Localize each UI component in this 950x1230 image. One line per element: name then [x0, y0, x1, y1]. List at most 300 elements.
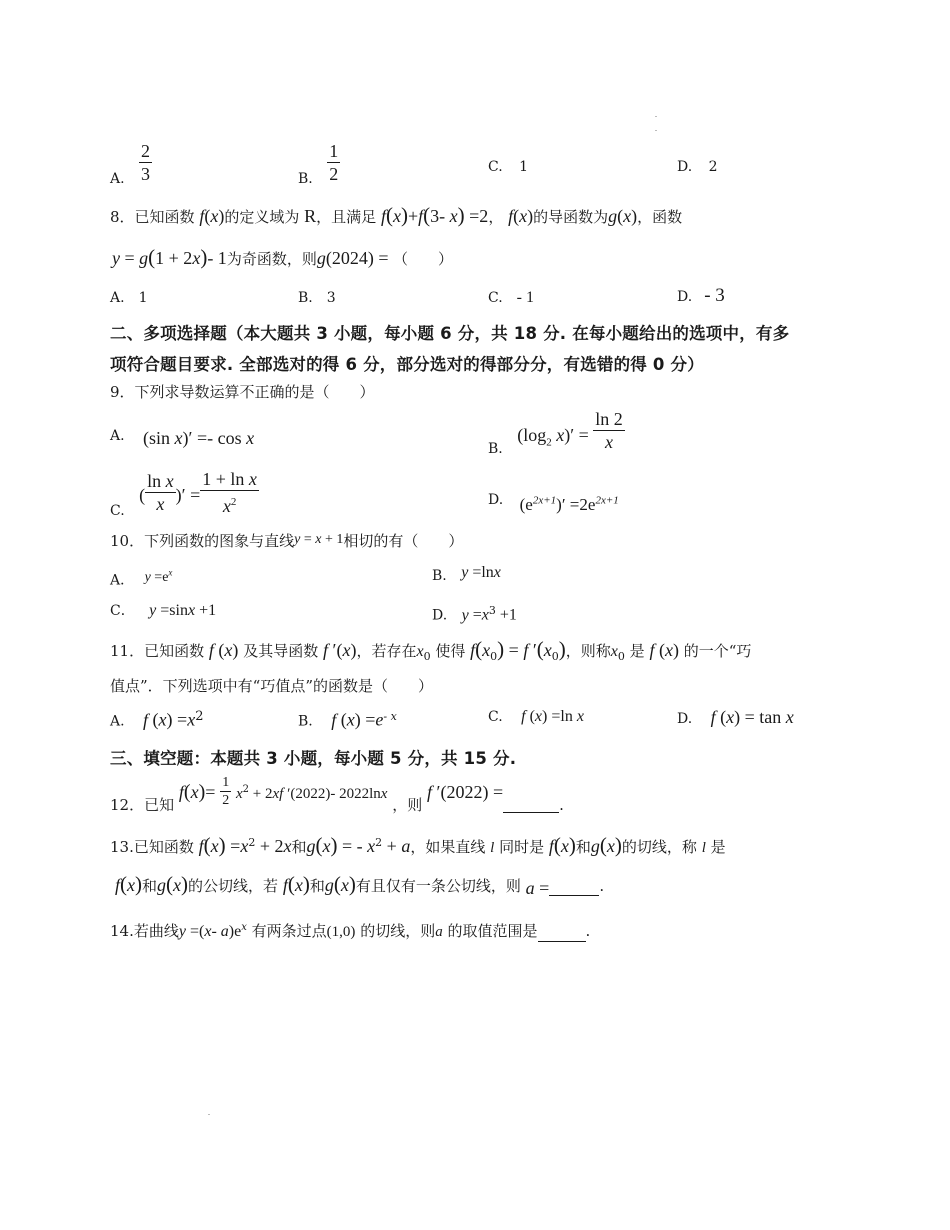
math: (	[599, 833, 607, 857]
math: x	[224, 640, 233, 660]
math: y	[178, 923, 186, 940]
question-11-line1	[110, 639, 751, 667]
math: f	[143, 709, 149, 730]
fraction-numerator: 1	[329, 141, 339, 161]
option-label: B.	[432, 568, 447, 584]
math: (	[423, 203, 431, 227]
math: =(	[185, 923, 205, 940]
math-domain: R	[304, 206, 317, 226]
math: (	[148, 245, 156, 269]
fraction-numerator: ln x	[147, 471, 174, 491]
option-label: B.	[298, 290, 313, 306]
math: ′(2022)- 2022ln	[283, 785, 381, 802]
math: e	[375, 709, 384, 730]
question-text: 下列求导数运算不正确的是（ ）	[134, 383, 375, 401]
q10-option-a	[110, 566, 172, 592]
question-text: 和	[309, 877, 325, 895]
question-text: 的切线，称	[621, 838, 697, 856]
question-11-line2: 值点”．下列选项中有“巧值点”的函数是（ ）	[110, 677, 434, 695]
math: =2	[464, 206, 489, 226]
math: +	[407, 206, 419, 226]
answer-blank[interactable]	[538, 925, 586, 942]
math: =	[300, 532, 316, 547]
math: - x	[383, 710, 397, 723]
math: $(e^{2x+1})' =2e^{2x+1}$	[519, 494, 619, 514]
option-label: B.	[488, 440, 503, 457]
math: x	[610, 643, 618, 660]
answer-blank[interactable]	[549, 879, 599, 896]
math: (sin	[143, 428, 175, 448]
q10-option-c	[110, 601, 216, 621]
question-text: 和	[575, 838, 591, 856]
question-text: 的公切线，若	[188, 877, 279, 895]
question-text: 及其导函数	[243, 642, 319, 660]
question-text: 的一个“巧	[683, 642, 752, 660]
math: (	[213, 640, 225, 660]
math: )′ =- cos	[182, 428, 247, 448]
question-text: 和	[142, 877, 158, 895]
fraction-numerator: 1	[222, 775, 230, 790]
question-text: 同时是	[499, 838, 545, 856]
question-12	[110, 774, 564, 822]
math: 0	[490, 650, 498, 663]
question-text: ，如果直线	[410, 838, 486, 856]
question-text: ，则	[392, 795, 423, 814]
question-number: 9．	[110, 383, 135, 401]
math: x	[449, 206, 458, 226]
math: f	[380, 206, 386, 226]
math: )	[631, 206, 638, 226]
question-text: .	[599, 877, 605, 895]
math: f	[523, 640, 529, 660]
math: (	[166, 872, 174, 896]
math: (	[525, 708, 535, 725]
math: )	[218, 206, 225, 226]
math: a	[525, 878, 535, 898]
math: (	[553, 833, 561, 857]
math: f	[282, 875, 288, 895]
math: g	[590, 836, 600, 856]
math: )	[350, 640, 357, 660]
question-text: 是	[710, 838, 726, 856]
math: ) =ln	[542, 708, 577, 725]
math: (	[536, 637, 544, 661]
math: 2	[375, 836, 383, 849]
math: 3-	[430, 206, 450, 226]
math: ) =	[166, 709, 188, 730]
q11-option-c	[488, 707, 584, 727]
math: (1,0)	[326, 924, 356, 940]
math: y	[294, 532, 301, 547]
question-number: 12．	[110, 795, 145, 814]
math: x	[560, 836, 569, 856]
math: x	[204, 923, 212, 940]
math: y	[112, 248, 120, 268]
section-2-heading-line2: 项符合题目要求. 全部选对的得 6 分，部分选对的得部分分，有选错的得 0 分）	[110, 355, 704, 374]
question-text: 相切的有（ ）	[343, 532, 464, 550]
math: x	[416, 643, 424, 660]
option-label: B.	[298, 170, 313, 187]
math: x	[556, 424, 565, 445]
fraction	[145, 470, 176, 515]
math: 1 + 2	[155, 248, 193, 268]
math: x	[543, 640, 552, 660]
math: 0	[551, 650, 559, 663]
math: f	[208, 640, 214, 660]
math: )	[527, 206, 534, 226]
option-label: A.	[110, 713, 125, 730]
math: a	[435, 924, 443, 940]
option-label: A.	[110, 428, 125, 444]
option-label: A.	[110, 170, 125, 187]
question-text: 有两条过点	[251, 922, 327, 940]
math: )	[330, 833, 338, 857]
question-number: 11．	[110, 642, 145, 660]
question-number: 8．	[110, 208, 135, 226]
math: f	[427, 781, 433, 802]
math: )	[135, 872, 143, 896]
math: (	[333, 872, 341, 896]
math: x	[235, 785, 243, 802]
math: (	[204, 206, 211, 226]
math: x	[240, 836, 249, 856]
math: f	[198, 836, 204, 856]
math-line-l: l	[490, 840, 495, 856]
question-text: 的导函数为	[533, 208, 609, 226]
question-text: ，则称	[565, 642, 611, 660]
math: g	[306, 836, 316, 856]
option-label: D.	[677, 711, 693, 727]
section-2-heading-line1: 二、多项选择题（本大题共 3 小题，每小题 6 分，共 18 分. 在每小题给出的选项中，有多	[110, 324, 790, 343]
math: (	[617, 206, 624, 226]
option-value: 1	[138, 290, 148, 306]
math: x	[576, 708, 584, 725]
option-label: C.	[488, 159, 503, 175]
q11-option-a	[110, 707, 203, 732]
option-value: - 3	[704, 285, 725, 306]
math: $=e^x$	[150, 567, 173, 585]
math: - 1	[207, 248, 227, 268]
math: f	[322, 640, 328, 660]
math: (	[139, 484, 146, 505]
option-value: - 1	[516, 289, 534, 306]
math: x	[173, 875, 182, 895]
math: )	[218, 833, 226, 857]
math: )	[198, 780, 206, 803]
math: (	[183, 780, 191, 803]
math: x	[283, 836, 292, 856]
math: =	[205, 781, 216, 802]
math: 2	[195, 709, 204, 724]
math: x	[187, 709, 196, 730]
math: x	[606, 836, 615, 856]
q8-option-a	[110, 288, 147, 308]
math: x	[158, 709, 167, 730]
math: 0	[617, 650, 625, 663]
math: (	[475, 637, 483, 661]
q8-option-b	[298, 288, 336, 308]
math: x	[187, 602, 196, 619]
question-text: ，且满足	[316, 208, 377, 226]
option-label: C．	[110, 603, 135, 619]
fraction-denominator: 2	[329, 164, 339, 184]
q7-option-d	[677, 157, 718, 177]
math: )	[348, 872, 356, 896]
question-8-line2	[112, 247, 453, 269]
math: g	[316, 248, 326, 268]
question-text: ，函数	[637, 208, 683, 226]
q11-option-d	[677, 707, 794, 729]
math: x	[174, 428, 183, 448]
math: xf	[272, 785, 284, 802]
question-text: 有且仅有一条公切线，则	[355, 877, 521, 895]
question-9	[110, 382, 375, 402]
math: (	[715, 707, 727, 727]
math: g	[324, 875, 334, 895]
math: x	[481, 606, 489, 624]
math: )	[672, 640, 679, 660]
fraction-denominator: x	[156, 494, 165, 514]
math: )e	[228, 923, 242, 940]
math: -	[211, 923, 221, 940]
fraction-numerator: ln 2	[595, 409, 623, 429]
math: + 1	[321, 532, 344, 547]
fraction-numerator: 1 + ln x	[202, 469, 257, 489]
question-text: 已知函数	[133, 838, 194, 856]
math: x	[340, 875, 349, 895]
q7-option-c	[488, 157, 528, 177]
math: y	[144, 569, 151, 585]
math: x	[346, 709, 355, 730]
math: (	[336, 709, 347, 730]
option-value: 2	[708, 159, 718, 175]
math: )	[200, 245, 208, 269]
question-text: 是	[629, 642, 645, 660]
question-text: .	[559, 795, 564, 814]
math: x	[342, 640, 351, 660]
math: x	[380, 785, 388, 802]
math: x	[241, 922, 247, 933]
q9-option-a	[110, 428, 254, 450]
math: y	[149, 602, 157, 619]
fraction	[593, 408, 625, 453]
math: =	[534, 878, 550, 898]
math: )	[400, 203, 408, 227]
math: x	[367, 836, 376, 856]
math: g	[139, 248, 149, 268]
math: x	[785, 707, 794, 727]
math: =	[504, 640, 524, 660]
math: (2024) =	[325, 248, 393, 268]
math: (	[315, 833, 323, 857]
question-13-line1	[110, 833, 726, 858]
math: =	[120, 248, 140, 268]
math: a	[401, 836, 411, 856]
math: f	[178, 781, 184, 802]
question-text: 已知函数	[134, 208, 195, 226]
math: (	[654, 640, 665, 660]
decorative-dot	[655, 130, 657, 131]
math: ($\log_2$	[517, 424, 552, 449]
fraction	[139, 140, 152, 185]
option-value: 3	[326, 290, 336, 306]
math: (	[513, 206, 520, 226]
math: ′(	[328, 640, 343, 660]
math: g	[157, 875, 167, 895]
fraction-denominator: x	[605, 432, 613, 452]
option-label: D.	[432, 607, 448, 624]
math: (	[203, 833, 211, 857]
math: x	[127, 875, 136, 895]
math: )′ =	[564, 424, 589, 445]
q8-option-d	[677, 286, 725, 307]
math: )′ =	[175, 484, 201, 505]
math: y	[461, 606, 469, 624]
question-text: 的取值范围是	[447, 922, 538, 940]
option-label: A.	[110, 290, 125, 306]
answer-blank[interactable]	[503, 796, 559, 813]
math: f	[649, 640, 655, 660]
q9-option-c	[110, 468, 259, 520]
answer-paren: （ ）	[392, 250, 453, 268]
question-text: 已知函数	[144, 642, 205, 660]
question-text: 若曲线	[133, 922, 179, 940]
math: = -	[337, 836, 368, 856]
q7-option-b	[298, 140, 340, 190]
math: + 2	[255, 836, 284, 856]
math: )	[181, 872, 189, 896]
math: f	[331, 709, 337, 730]
q9-option-b	[488, 408, 625, 460]
math: )	[568, 833, 576, 857]
math: )	[614, 833, 622, 857]
q10-option-d	[432, 601, 517, 626]
question-text: 的切线，则	[360, 922, 436, 940]
question-text: 和	[291, 838, 307, 856]
option-label: D.	[677, 289, 693, 305]
question-text: .	[585, 922, 591, 940]
math: (	[120, 872, 128, 896]
math: f	[115, 875, 121, 895]
math: x	[294, 875, 303, 895]
math: ′(2022) =	[432, 781, 504, 802]
math: )	[457, 203, 465, 227]
decorative-dot	[208, 1114, 210, 1115]
math: f	[418, 206, 424, 226]
math: x	[322, 836, 331, 856]
option-label: A．	[110, 572, 135, 589]
math: +1	[495, 606, 517, 624]
q8-option-c	[488, 288, 534, 308]
math: (	[148, 709, 159, 730]
math: =ln	[468, 564, 494, 581]
math: )	[232, 640, 239, 660]
question-text: 使得	[435, 642, 466, 660]
math: f	[521, 708, 526, 725]
option-label: C.	[110, 502, 125, 519]
section-3-heading: 三、填空题：本题共 3 小题，每小题 5 分，共 15 分.	[110, 749, 517, 768]
math: 2	[248, 836, 256, 849]
math: x	[315, 532, 322, 547]
question-text: ，若存在	[356, 642, 417, 660]
math: x	[192, 248, 201, 268]
math: (	[385, 203, 393, 227]
math: =	[225, 836, 241, 856]
math: (	[287, 872, 295, 896]
question-number: 10．	[110, 532, 145, 550]
math: x	[246, 428, 255, 448]
q10-option-b	[432, 566, 501, 586]
fraction	[200, 468, 259, 517]
math: +	[382, 836, 402, 856]
question-14	[110, 918, 590, 942]
fraction-denominator: 3	[141, 164, 151, 184]
math: x	[392, 206, 401, 226]
math: ′	[528, 640, 537, 660]
q9-option-d	[488, 490, 619, 516]
math: x	[493, 564, 501, 581]
math: f	[508, 206, 514, 226]
math: x	[623, 206, 632, 226]
option-label: D.	[677, 159, 693, 175]
question-text: 的定义域为	[224, 208, 300, 226]
option-label: C.	[488, 290, 503, 306]
question-text: 为奇函数，则	[226, 250, 317, 268]
math-fx: f	[199, 206, 205, 226]
math: x	[534, 708, 543, 725]
option-label: D.	[488, 491, 504, 508]
math: y	[461, 564, 469, 581]
math: x	[190, 781, 199, 802]
fraction	[327, 140, 340, 185]
math: 2	[242, 783, 250, 795]
math: =sin	[156, 602, 188, 619]
q11-option-b	[298, 707, 397, 732]
question-8-line1	[110, 205, 682, 227]
fraction-numerator: 2	[141, 141, 151, 161]
question-text: 下列函数的图象与直线	[144, 532, 295, 550]
q7-option-a	[110, 140, 152, 190]
math: ) = tan	[734, 707, 786, 727]
fraction-denominator: 2	[222, 793, 230, 808]
math: f	[710, 707, 716, 727]
math: f	[548, 836, 554, 856]
math: ) =	[354, 709, 376, 730]
fraction	[220, 774, 231, 809]
question-10	[110, 531, 463, 553]
math: x	[210, 836, 219, 856]
math: f	[470, 640, 476, 660]
question-text: ，	[488, 208, 504, 226]
math: )	[302, 872, 310, 896]
option-label: C.	[488, 709, 503, 725]
question-number: 13.	[110, 838, 134, 856]
math: 3	[488, 604, 496, 617]
decorative-dot	[655, 116, 657, 117]
math: )	[558, 637, 566, 661]
math: + 2	[249, 785, 273, 802]
question-number: 14.	[110, 922, 134, 940]
question-13-line2	[115, 874, 604, 896]
math: x	[664, 640, 673, 660]
question-text: 已知	[144, 795, 175, 814]
math: =	[468, 606, 482, 624]
math: x	[210, 206, 219, 226]
math-line-l: l	[701, 840, 706, 856]
math: x	[519, 206, 528, 226]
math: 0	[423, 650, 431, 663]
math: x	[482, 640, 491, 660]
